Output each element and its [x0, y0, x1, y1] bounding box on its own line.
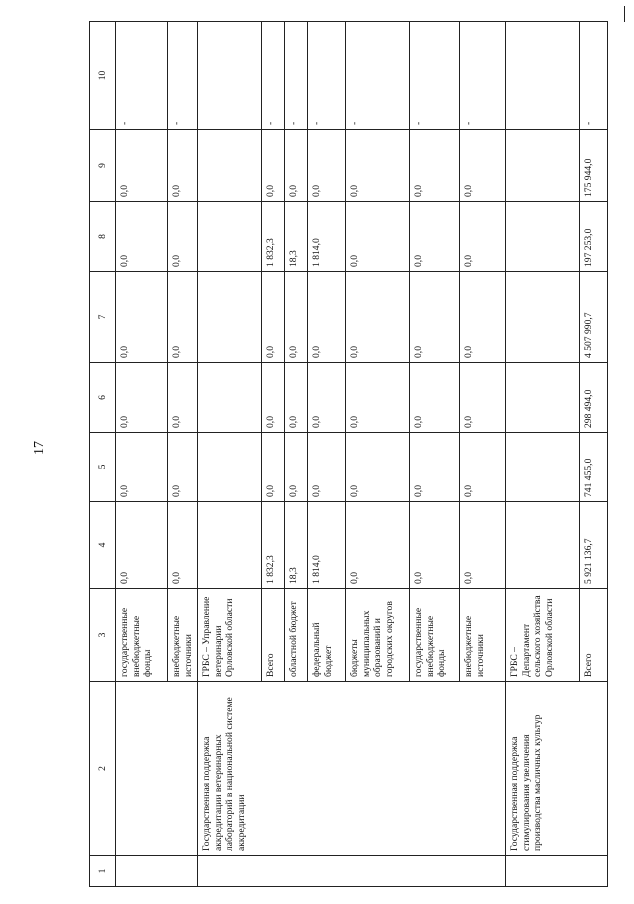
value-cell — [198, 202, 262, 272]
row-number-cell — [506, 856, 608, 887]
value-cell: 0,0 — [410, 272, 460, 363]
value-cell — [198, 272, 262, 363]
value-cell: 0,0 — [116, 433, 168, 502]
source-cell: бюджеты муниципальных образований и городских округов — [346, 589, 410, 682]
value-cell — [506, 22, 580, 130]
value-cell: - — [410, 22, 460, 130]
value-cell — [198, 502, 262, 589]
value-cell: 0,0 — [285, 272, 308, 363]
value-cell: 0,0 — [285, 130, 308, 202]
header-cell: 5 — [90, 433, 116, 502]
header-cell: 2 — [90, 682, 116, 856]
value-cell: 0,0 — [346, 502, 410, 589]
measure-name-cell: Государственная поддержка стимулирования увеличения производства масличных культур — [506, 682, 608, 856]
value-cell: 741 455,0 — [580, 433, 608, 502]
value-cell: - — [346, 22, 410, 130]
value-cell: 0,0 — [410, 363, 460, 433]
header-cell: 10 — [90, 22, 116, 130]
value-cell: - — [580, 22, 608, 130]
source-cell: государственные внебюджетные фонды — [410, 589, 460, 682]
value-cell: 0,0 — [308, 130, 346, 202]
measure-name-cell — [116, 682, 198, 856]
table-row — [198, 22, 262, 887]
value-cell: 0,0 — [460, 363, 506, 433]
value-cell: 0,0 — [116, 363, 168, 433]
row-number-cell — [198, 856, 506, 887]
value-cell — [198, 433, 262, 502]
source-cell: Всего — [580, 589, 608, 682]
value-cell — [506, 433, 580, 502]
header-cell: 9 — [90, 130, 116, 202]
value-cell: 0,0 — [285, 363, 308, 433]
budget-table — [89, 21, 608, 887]
value-cell: 175 944,0 — [580, 130, 608, 202]
value-cell: 0,0 — [460, 202, 506, 272]
header-cell: 3 — [90, 589, 116, 682]
value-cell: - — [460, 22, 506, 130]
value-cell: 1 832,3 — [262, 202, 285, 272]
value-cell: - — [262, 22, 285, 130]
value-cell — [506, 502, 580, 589]
value-cell: - — [168, 22, 198, 130]
table-row — [506, 22, 580, 887]
header-cell: 1 — [90, 856, 116, 887]
value-cell: 0,0 — [262, 363, 285, 433]
value-cell: 0,0 — [346, 202, 410, 272]
value-cell: 0,0 — [308, 272, 346, 363]
row-number-cell — [116, 856, 198, 887]
value-cell: 0,0 — [116, 502, 168, 589]
value-cell: 0,0 — [168, 130, 198, 202]
source-cell: Всего — [262, 589, 285, 682]
measure-name-cell: Государственная поддержка аккредитации ветеринарных лабораторий в национальной системе аккредитации — [198, 682, 506, 856]
header-cell: 6 — [90, 363, 116, 433]
value-cell — [506, 272, 580, 363]
value-cell: 1 832,3 — [262, 502, 285, 589]
source-cell: ГРБС – Управление ветеринарии Орловской области — [198, 589, 262, 682]
value-cell — [506, 130, 580, 202]
value-cell: 0,0 — [410, 433, 460, 502]
value-cell: 0,0 — [410, 502, 460, 589]
value-cell: 0,0 — [308, 433, 346, 502]
value-cell: 0,0 — [346, 363, 410, 433]
value-cell: 0,0 — [346, 272, 410, 363]
value-cell — [198, 22, 262, 130]
page-number: 17 — [32, 441, 47, 455]
value-cell — [506, 363, 580, 433]
source-cell: областной бюджет — [285, 589, 308, 682]
header-cell: 4 — [90, 502, 116, 589]
value-cell: - — [308, 22, 346, 130]
value-cell: 0,0 — [410, 202, 460, 272]
header-row — [90, 22, 116, 887]
value-cell: 0,0 — [168, 272, 198, 363]
value-cell: - — [116, 22, 168, 130]
value-cell: 0,0 — [262, 272, 285, 363]
value-cell: 5 921 136,7 — [580, 502, 608, 589]
value-cell: 0,0 — [410, 130, 460, 202]
value-cell: 0,0 — [116, 272, 168, 363]
value-cell: 0,0 — [460, 130, 506, 202]
value-cell: 1 814,0 — [308, 202, 346, 272]
value-cell: 0,0 — [168, 433, 198, 502]
value-cell: 1 814,0 — [308, 502, 346, 589]
source-cell: федеральный бюджет — [308, 589, 346, 682]
value-cell: 0,0 — [116, 130, 168, 202]
value-cell — [506, 202, 580, 272]
source-cell: внебюджетные источники — [168, 589, 198, 682]
value-cell: 0,0 — [460, 433, 506, 502]
value-cell: 0,0 — [116, 202, 168, 272]
value-cell: 0,0 — [460, 502, 506, 589]
source-cell: внебюджетные источники — [460, 589, 506, 682]
value-cell: - — [285, 22, 308, 130]
value-cell: 0,0 — [168, 363, 198, 433]
value-cell: 4 507 990,7 — [580, 272, 608, 363]
value-cell: 0,0 — [346, 433, 410, 502]
value-cell: 0,0 — [168, 502, 198, 589]
value-cell — [198, 130, 262, 202]
source-cell: государственные внебюджетные фонды — [116, 589, 168, 682]
value-cell: 0,0 — [262, 433, 285, 502]
value-cell: 0,0 — [460, 272, 506, 363]
value-cell: 18,3 — [285, 502, 308, 589]
source-cell: ГРБС – Департамент сельского хозяйства Орловской области — [506, 589, 580, 682]
value-cell: 197 253,0 — [580, 202, 608, 272]
value-cell: 0,0 — [168, 202, 198, 272]
header-cell: 8 — [90, 202, 116, 272]
value-cell: 0,0 — [262, 130, 285, 202]
value-cell: 0,0 — [346, 130, 410, 202]
header-cell: 7 — [90, 272, 116, 363]
value-cell: 0,0 — [285, 433, 308, 502]
value-cell: 18,3 — [285, 202, 308, 272]
value-cell: 0,0 — [308, 363, 346, 433]
table-row — [116, 22, 168, 887]
rotated-table-container — [89, 22, 594, 887]
value-cell — [198, 363, 262, 433]
value-cell: 298 494,0 — [580, 363, 608, 433]
page-edge-mark — [624, 6, 625, 22]
